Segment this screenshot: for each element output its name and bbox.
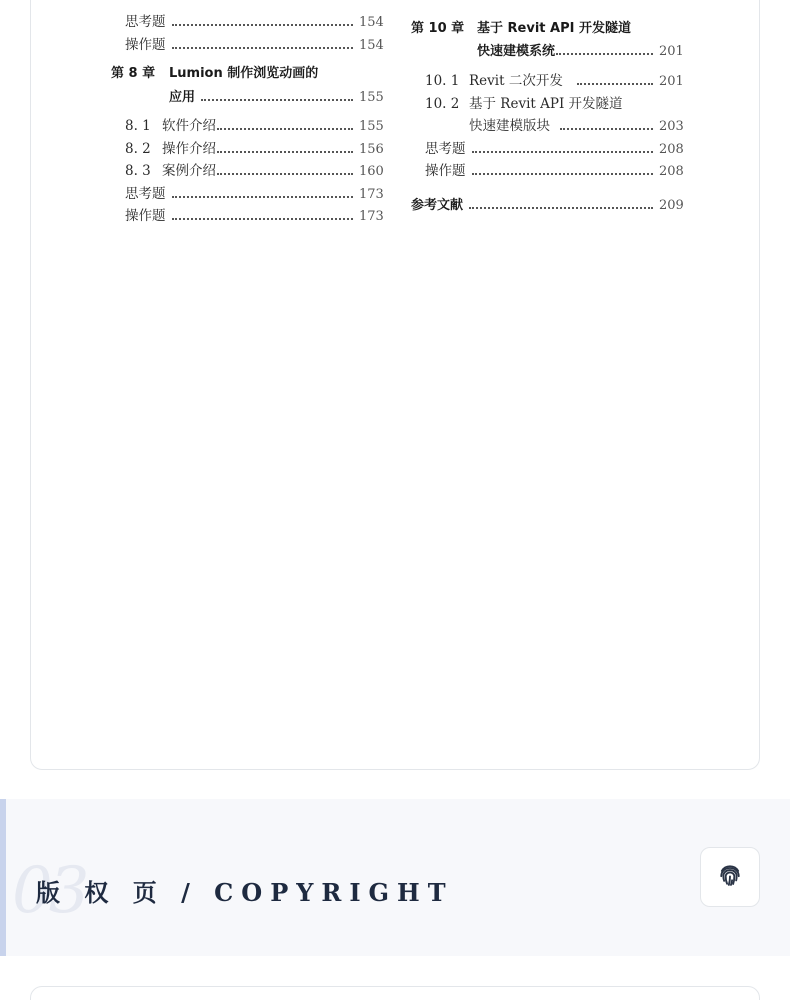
section-title: 版 权 页 / COPYRIGHT	[36, 878, 454, 907]
toc-entry-page: 208	[659, 142, 684, 157]
toc-entry-title: 基于 Revit API 开发隧道	[469, 96, 623, 112]
toc-entry-page: 155	[359, 90, 384, 105]
toc-chapter-number: 第 10 章	[411, 21, 465, 36]
copyright-section-header	[0, 799, 790, 956]
toc-entry-page: 154	[359, 15, 384, 30]
toc-entry[interactable]	[111, 182, 384, 202]
toc-entry-number: 8. 2	[125, 141, 151, 157]
toc-entry-page: 209	[659, 198, 684, 213]
toc-chapter[interactable]	[411, 193, 684, 213]
toc-entry[interactable]	[411, 69, 684, 89]
toc-chapter-continued[interactable]	[111, 85, 384, 105]
toc-entry[interactable]	[411, 92, 681, 112]
toc-entry-title: 软件介绍	[162, 118, 216, 134]
toc-leader-dots	[201, 99, 353, 101]
copyright-card	[30, 986, 760, 1000]
toc-leader-dots	[172, 218, 354, 220]
toc-entry-page: 208	[659, 164, 684, 179]
toc-leader-dots	[469, 207, 653, 209]
toc-entry-page: 154	[359, 38, 384, 53]
toc-entry[interactable]	[111, 159, 384, 179]
fingerprint-button[interactable]	[700, 847, 760, 907]
toc-leader-dots	[577, 83, 653, 85]
toc-entry-page: 201	[659, 44, 684, 59]
toc-entry-page: 156	[359, 142, 384, 157]
toc-entry-number: 8. 1	[125, 118, 151, 134]
toc-entry-title: 案例介绍	[162, 163, 216, 179]
toc-chapter-title: 基于 Revit API 开发隧道	[477, 21, 631, 36]
toc-entry[interactable]	[111, 33, 384, 53]
toc-entry-title: 操作题	[125, 208, 166, 224]
toc-chapter-title: 参考文献	[411, 198, 464, 213]
section-number-watermark: 03	[12, 854, 86, 928]
toc-chapter-number: 第 8 章	[111, 66, 156, 81]
toc-entry[interactable]	[411, 137, 684, 157]
toc-entry-title: 思考题	[425, 141, 466, 157]
toc-card	[30, 0, 760, 770]
toc-entry[interactable]	[411, 159, 684, 179]
toc-entry[interactable]	[111, 10, 384, 30]
toc-entry-title: 操作题	[125, 37, 166, 53]
toc-entry-page: 173	[359, 187, 384, 202]
toc-entry-page: 203	[659, 119, 684, 134]
toc-entry-page: 173	[359, 209, 384, 224]
toc-leader-dots	[472, 173, 654, 175]
toc-entry-title: 快速建模版块	[469, 118, 550, 134]
toc-entry[interactable]	[111, 204, 384, 224]
toc-entry[interactable]	[111, 137, 384, 157]
toc-leader-dots	[560, 128, 653, 130]
toc-entry-title: Revit 二次开发	[469, 73, 563, 89]
toc-leader-dots	[217, 128, 353, 130]
toc-entry-title: 操作介绍	[162, 141, 216, 157]
toc-entry-continued[interactable]	[411, 114, 684, 134]
toc-chapter[interactable]	[411, 17, 681, 37]
toc-entry-page: 201	[659, 74, 684, 89]
toc-chapter-title: 应用	[169, 90, 196, 105]
toc-leader-dots	[217, 173, 353, 175]
toc-entry[interactable]	[111, 114, 384, 134]
fingerprint-icon	[716, 861, 744, 893]
toc-chapter[interactable]	[111, 62, 381, 82]
toc-entry-title: 思考题	[125, 186, 166, 202]
toc-leader-dots	[172, 47, 354, 49]
toc-leader-dots	[556, 53, 653, 55]
toc-chapter-continued[interactable]	[411, 39, 684, 59]
toc-entry-number: 8. 3	[125, 163, 151, 179]
toc-leader-dots	[172, 196, 354, 198]
toc-entry-title: 思考题	[125, 14, 166, 30]
toc-leader-dots	[217, 151, 353, 153]
toc-entry-page: 160	[359, 164, 384, 179]
toc-entry-title: 操作题	[425, 163, 466, 179]
toc-leader-dots	[472, 151, 654, 153]
toc-entry-number: 10. 1	[425, 73, 460, 89]
toc-entry-number: 10. 2	[425, 96, 460, 112]
toc-entry-page: 155	[359, 119, 384, 134]
toc-leader-dots	[172, 24, 354, 26]
toc-chapter-title: 快速建模系统	[477, 44, 556, 59]
toc-chapter-title: Lumion 制作浏览动画的	[169, 66, 319, 81]
